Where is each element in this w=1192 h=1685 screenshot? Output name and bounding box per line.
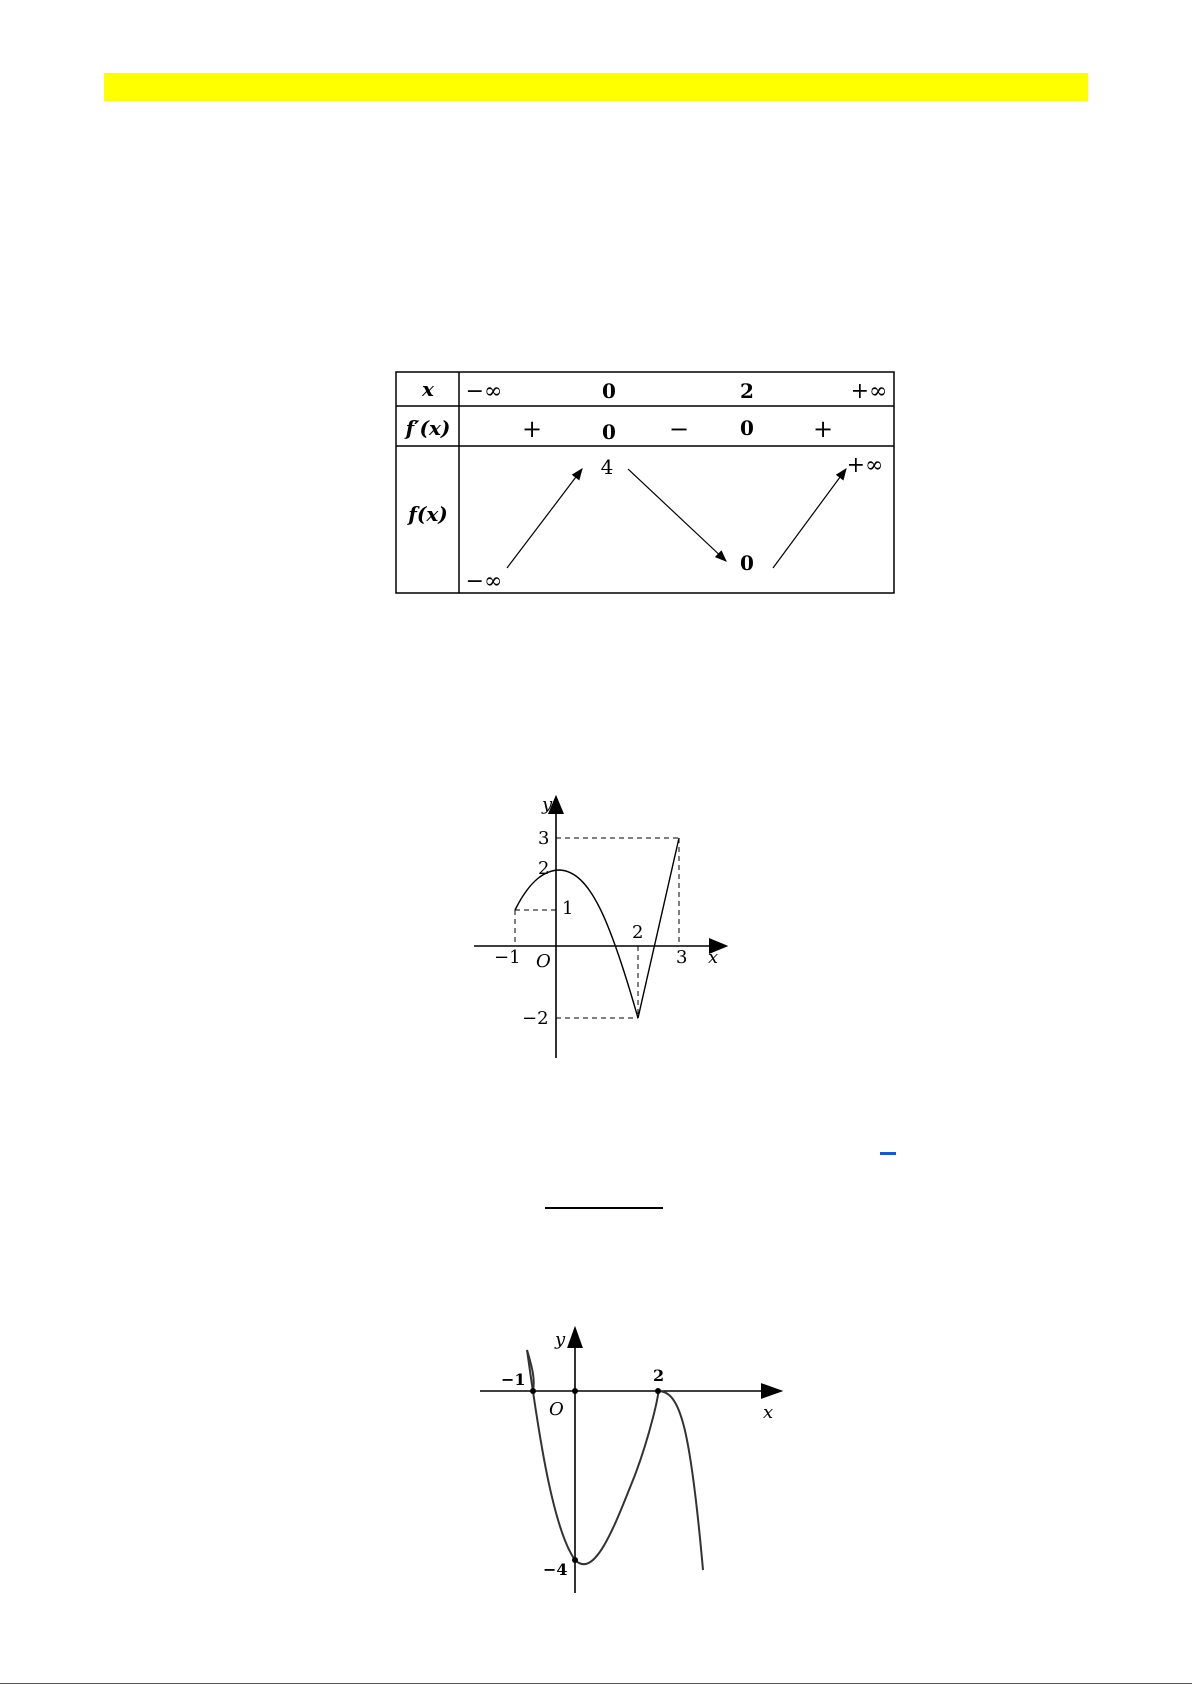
axis-x-label: x bbox=[763, 1402, 774, 1423]
y-tick-1: 1 bbox=[562, 898, 574, 919]
axis-y-label: y bbox=[542, 794, 553, 815]
fprime-zero-1: 0 bbox=[602, 420, 616, 444]
fprime-label: f′(x) bbox=[405, 416, 451, 440]
origin-label: O bbox=[549, 1399, 564, 1420]
x-tick-3: 3 bbox=[676, 947, 688, 968]
x-value-0: 0 bbox=[602, 379, 616, 403]
point-neg4 bbox=[572, 1557, 578, 1563]
x-tick-2: 2 bbox=[653, 1366, 665, 1385]
fprime-zero-2: 0 bbox=[740, 416, 754, 440]
y-tick-neg2: −2 bbox=[522, 1008, 549, 1029]
graph-figure-2 bbox=[475, 1325, 785, 1595]
answer-blank-line bbox=[545, 1207, 663, 1209]
x-tick-neg1: −1 bbox=[501, 1370, 526, 1389]
variation-table bbox=[390, 368, 900, 596]
link-underline[interactable] bbox=[880, 1152, 896, 1155]
x-value-2: 2 bbox=[740, 379, 754, 403]
f-value-0: 0 bbox=[740, 551, 754, 575]
fprime-sign-3: + bbox=[812, 415, 834, 443]
x-tick-neg1: −1 bbox=[494, 947, 521, 968]
highlight-banner bbox=[104, 73, 1088, 101]
point-neg1 bbox=[530, 1388, 536, 1394]
graph-curve bbox=[527, 1350, 703, 1570]
arrow-increase-2 bbox=[773, 469, 846, 568]
axis-x-label: x bbox=[708, 947, 719, 968]
f-value-pos-inf: +∞ bbox=[846, 453, 884, 478]
f-label: f(x) bbox=[408, 502, 448, 526]
x-value-pos-inf: +∞ bbox=[850, 379, 888, 404]
axis-y-label: y bbox=[555, 1329, 566, 1350]
origin-label: O bbox=[536, 951, 551, 972]
f-value-neg-inf: −∞ bbox=[465, 569, 503, 594]
page-bottom-border bbox=[0, 1683, 1192, 1684]
x-tick-2: 2 bbox=[632, 922, 644, 943]
fprime-sign-1: + bbox=[521, 415, 543, 443]
point-2 bbox=[655, 1388, 661, 1394]
y-tick-2: 2 bbox=[538, 858, 550, 879]
point-origin bbox=[572, 1388, 578, 1394]
x-value-neg-inf: −∞ bbox=[465, 379, 503, 404]
y-tick-neg4: −4 bbox=[543, 1560, 568, 1579]
y-tick-3: 3 bbox=[538, 828, 550, 849]
arrow-increase-1 bbox=[507, 469, 582, 568]
graph-figure-1 bbox=[470, 790, 740, 1065]
table-header-x: x bbox=[422, 377, 434, 401]
arrow-decrease bbox=[628, 469, 726, 561]
f-value-4: 4 bbox=[600, 455, 614, 479]
fprime-sign-2: − bbox=[668, 415, 690, 443]
